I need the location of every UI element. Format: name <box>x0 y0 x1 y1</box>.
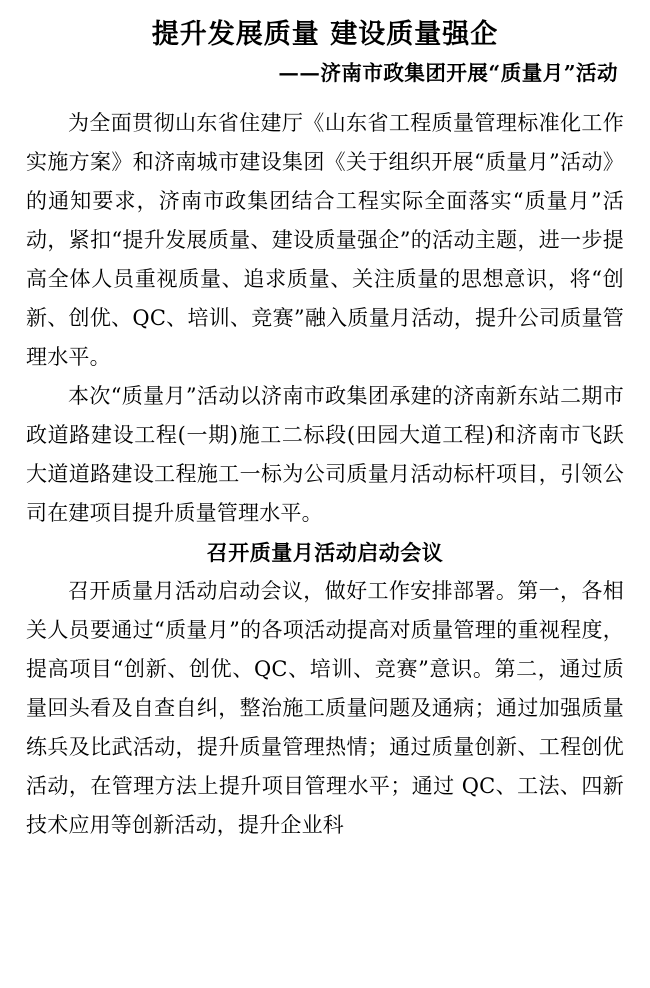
paragraph: 本次“质量月”活动以济南市政集团承建的济南新东站二期市政道路建设工程(一期)施工二标段(田园大道工程)和济南市飞跃大道道路建设工程施工一标为公司质量月活动标杆项目，引领公司在建项目提升质量管理水平。 <box>26 384 624 526</box>
paragraph: 为全面贯彻山东省住建厅《山东省工程质量管理标准化工作实施方案》和济南城市建设集团《关于组织开展“质量月”活动》的通知要求，济南市政集团结合工程实际全面落实“质量月”活动，紧扣“提升发展质量、建设质量强企”的活动主题，进一步提高全体人员重视质量、追求质量、关注质量的思想意识，将“创新、创优、QC、培训、竞赛”融入质量月活动，提升公司质量管理水平。 <box>26 111 624 370</box>
document-body <box>26 104 624 845</box>
section-heading: 召开质量月活动启动会议 <box>206 540 444 566</box>
paragraph: 召开质量月活动启动会议，做好工作安排部署。第一，各相关人员要通过“质量月”的各项活动提高对质量管理的重视程度，提高项目“创新、创优、QC、培训、竞赛”意识。第二，通过质量回头看及自查自纠，整治施工质量问题及通病；通过加强质量练兵及比武活动，提升质量管理热情；通过质量创新、工程创优活动，在管理方法上提升项目管理水平；通过 QC、工法、四新技术应用等创新活动，提升企业科 <box>26 579 624 838</box>
page-title: 提升发展质量 建设质量强企 <box>151 19 499 50</box>
page-subtitle: ——济南市政集团开展“质量月”活动 <box>278 60 618 85</box>
